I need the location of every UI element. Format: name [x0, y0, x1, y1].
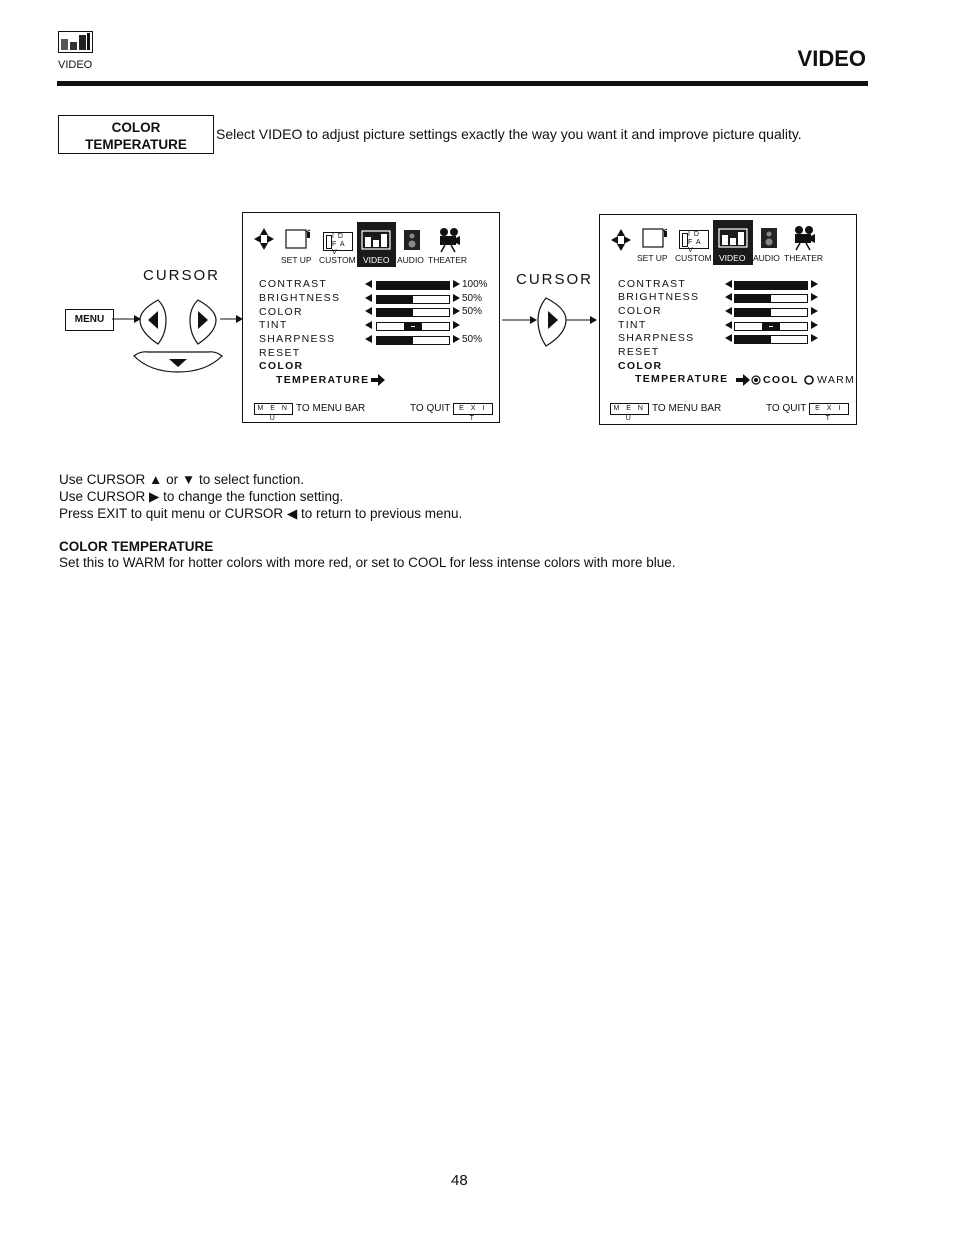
cursor-right-diagram	[500, 296, 600, 350]
slider-brightness[interactable]	[376, 295, 450, 304]
slider-brightness-decrease-icon[interactable]	[365, 294, 372, 302]
slider-sharpness[interactable]	[734, 335, 808, 344]
slider-sharpness-fill	[377, 337, 413, 344]
row-color-temperature-line2[interactable]: TEMPERATURE	[635, 373, 729, 385]
tab-setup[interactable]: SET UP	[281, 255, 312, 265]
topic-label-line2: TEMPERATURE	[85, 137, 187, 152]
instruction-3: Press EXIT to quit menu or CURSOR ◀ to return to previous menu.	[59, 506, 463, 521]
audio-speaker-icon	[757, 226, 781, 250]
remote-cursor-diagram	[110, 296, 250, 376]
slider-brightness-increase-icon[interactable]	[453, 294, 460, 302]
row-color-temperature-line2[interactable]: TEMPERATURE	[276, 374, 370, 386]
tab-audio[interactable]: AUDIO	[753, 253, 780, 263]
slider-tint-increase-icon[interactable]	[453, 321, 460, 329]
slider-tint-marker	[762, 323, 780, 330]
tab-custom[interactable]: CUSTOM	[675, 253, 712, 263]
row-contrast[interactable]: CONTRAST	[618, 278, 687, 290]
audio-speaker-icon	[401, 228, 423, 252]
row-brightness[interactable]: BRIGHTNESS	[259, 292, 341, 304]
tab-audio[interactable]: AUDIO	[397, 255, 424, 265]
navigation-arrows-icon	[253, 227, 275, 251]
slider-color[interactable]	[734, 308, 808, 317]
slider-contrast[interactable]	[376, 281, 450, 290]
value-contrast: 100%	[462, 279, 488, 290]
radio-warm-icon[interactable]	[804, 375, 814, 385]
slider-sharpness[interactable]	[376, 336, 450, 345]
header-rule	[57, 81, 868, 86]
cursor-label-left: CURSOR	[143, 267, 221, 284]
row-color[interactable]: COLOR	[618, 305, 662, 317]
theater-camera-icon	[792, 225, 816, 251]
row-color-temperature-line1[interactable]: COLOR	[259, 360, 304, 372]
slider-contrast-fill	[735, 282, 807, 289]
custom-fav-icon	[679, 230, 709, 254]
section-heading: COLOR TEMPERATURE	[59, 539, 214, 554]
menu-key[interactable]: M E N U	[254, 403, 293, 415]
video-bars-icon	[718, 228, 748, 248]
to-quit-text: TO QUIT	[766, 403, 807, 414]
custom-glyph-bottom: F A V	[332, 241, 346, 256]
radio-cool-selected-icon[interactable]	[751, 375, 761, 385]
slider-sharpness-increase-icon[interactable]	[453, 335, 460, 343]
section-body: Set this to WARM for hotter colors with more red, or set to COOL for less intense colors with more blue.	[59, 555, 676, 570]
video-section-icon	[58, 31, 93, 53]
value-sharpness: 50%	[462, 334, 483, 345]
custom-glyph-top: I D	[332, 233, 344, 240]
setup-tv-icon	[642, 228, 668, 250]
instruction-1: Use CURSOR ▲ or ▼ to select function.	[59, 472, 305, 487]
video-bars-icon	[361, 230, 391, 250]
slider-tint-decrease-icon[interactable]	[365, 321, 372, 329]
slider-brightness-fill	[735, 295, 771, 302]
custom-fav-icon	[323, 232, 353, 256]
instruction-2: Use CURSOR ▶ to change the function setting.	[59, 489, 344, 504]
row-sharpness[interactable]: SHARPNESS	[259, 333, 336, 345]
slider-sharpness-increase-icon[interactable]	[811, 334, 818, 342]
slider-tint-decrease-icon[interactable]	[725, 321, 732, 329]
slider-contrast[interactable]	[734, 281, 808, 290]
navigation-arrows-icon	[610, 228, 632, 252]
row-reset[interactable]: RESET	[259, 347, 301, 359]
osd-screen-video-menu	[242, 212, 500, 423]
slider-color-fill	[735, 309, 771, 316]
to-menu-bar-text: TO MENU BAR	[296, 403, 366, 414]
slider-color-decrease-icon[interactable]	[365, 307, 372, 315]
row-color[interactable]: COLOR	[259, 306, 303, 318]
to-quit-text: TO QUIT	[410, 403, 451, 414]
custom-glyph-bottom: F A V	[688, 239, 702, 254]
slider-color-increase-icon[interactable]	[453, 307, 460, 315]
slider-sharpness-decrease-icon[interactable]	[365, 335, 372, 343]
slider-tint-marker	[404, 323, 422, 330]
arrow-right-icon	[530, 316, 537, 324]
row-brightness[interactable]: BRIGHTNESS	[618, 291, 700, 303]
tab-theater[interactable]: THEATER	[428, 255, 468, 265]
selection-arrow-icon	[371, 374, 386, 386]
value-color: 50%	[462, 306, 483, 317]
slider-color[interactable]	[376, 308, 450, 317]
row-tint[interactable]: TINT	[259, 319, 288, 331]
option-cool[interactable]: COOL	[763, 374, 799, 386]
tab-setup[interactable]: SET UP	[637, 253, 668, 263]
menu-button[interactable]: MENU	[65, 309, 114, 331]
tab-video[interactable]: VIDEO	[363, 255, 390, 265]
slider-contrast-decrease-icon[interactable]	[725, 280, 732, 288]
slider-sharpness-decrease-icon[interactable]	[725, 334, 732, 342]
row-contrast[interactable]: CONTRAST	[259, 278, 328, 290]
page-number: 48	[451, 1172, 468, 1189]
tab-theater[interactable]: THEATER	[784, 253, 824, 263]
slider-brightness-fill	[377, 296, 413, 303]
custom-glyph-top: I D	[688, 231, 700, 238]
slider-contrast-fill	[377, 282, 449, 289]
slider-brightness[interactable]	[734, 294, 808, 303]
row-tint[interactable]: TINT	[618, 319, 647, 331]
slider-tint-increase-icon[interactable]	[811, 321, 818, 329]
setup-tv-icon	[285, 229, 311, 251]
section-icon-label: VIDEO	[58, 59, 93, 71]
value-brightness: 50%	[462, 293, 483, 304]
row-color-temperature-line1[interactable]: COLOR	[618, 360, 663, 372]
slider-color-fill	[377, 309, 413, 316]
tab-video[interactable]: VIDEO	[719, 253, 746, 263]
slider-tint[interactable]	[376, 322, 450, 331]
osd-screen-color-temperature	[599, 214, 857, 425]
topic-label-line1: COLOR	[111, 120, 161, 135]
slider-brightness-increase-icon[interactable]	[811, 293, 818, 301]
row-sharpness[interactable]: SHARPNESS	[618, 332, 695, 344]
slider-contrast-increase-icon[interactable]	[453, 280, 460, 288]
menu-key[interactable]: M E N U	[610, 403, 649, 415]
exit-key[interactable]: E X I T	[453, 403, 493, 415]
slider-tint[interactable]	[734, 322, 808, 331]
cursor-label-right: CURSOR	[516, 271, 594, 288]
page-title: VIDEO	[797, 46, 866, 71]
slider-color-increase-icon[interactable]	[811, 307, 818, 315]
slider-sharpness-fill	[735, 336, 771, 343]
exit-key[interactable]: E X I T	[809, 403, 849, 415]
slider-brightness-decrease-icon[interactable]	[725, 293, 732, 301]
topic-label-box	[58, 115, 214, 154]
intro-text: Select VIDEO to adjust picture settings exactly the way you want it and improve picture quality.	[216, 126, 802, 142]
to-menu-bar-text: TO MENU BAR	[652, 403, 722, 414]
slider-contrast-decrease-icon[interactable]	[365, 280, 372, 288]
tab-custom[interactable]: CUSTOM	[319, 255, 356, 265]
selection-arrow-icon	[736, 374, 751, 386]
row-reset[interactable]: RESET	[618, 346, 660, 358]
slider-contrast-increase-icon[interactable]	[811, 280, 818, 288]
theater-camera-icon	[437, 227, 461, 253]
arrow-right-icon	[590, 316, 597, 324]
slider-color-decrease-icon[interactable]	[725, 307, 732, 315]
option-warm[interactable]: WARM	[817, 374, 856, 386]
